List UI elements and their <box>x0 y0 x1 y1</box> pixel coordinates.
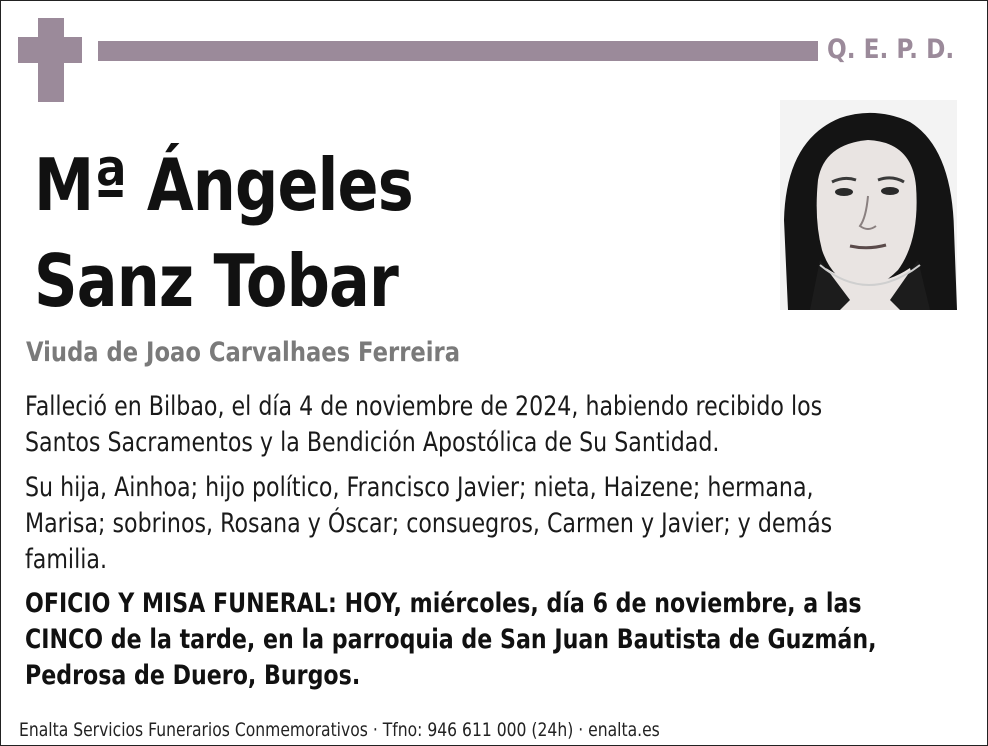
deceased-name <box>34 137 413 329</box>
paragraph-line: Marisa; sobrinos, Rosana y Óscar; consuegros, Carmen y Javier; y demás <box>25 508 833 539</box>
family-paragraph <box>25 470 832 578</box>
death-notice-paragraph <box>25 389 822 461</box>
name-line-1: Mª Ángeles <box>34 143 413 227</box>
qepd-label: Q. E. P. D. <box>827 34 955 65</box>
portrait-photo <box>780 100 957 310</box>
paragraph-line: Santos Sacramentos y la Bendición Apostólica de Su Santidad. <box>25 427 720 458</box>
widow-subtitle: Viuda de Joao Carvalhaes Ferreira <box>26 337 461 368</box>
portrait-image <box>780 100 957 310</box>
paragraph-line: OFICIO Y MISA FUNERAL: HOY, miércoles, día 6 de noviembre, a las <box>25 588 862 619</box>
paragraph-line: Falleció en Bilbao, el día 4 de noviembre de 2024, habiendo recibido los <box>25 391 823 422</box>
name-line-2: Sanz Tobar <box>34 239 398 323</box>
paragraph-line: familia. <box>25 544 107 575</box>
paragraph-line: Pedrosa de Duero, Burgos. <box>25 660 361 691</box>
paragraph-line: Su hija, Ainhoa; hijo político, Francisco Javier; nieta, Haizene; hermana, <box>25 472 814 503</box>
header-rule <box>98 41 818 61</box>
cross-horizontal-bar <box>18 37 82 63</box>
paragraph-line: CINCO de la tarde, en la parroquia de San Juan Bautista de Guzmán, <box>25 624 877 655</box>
footer-credits: Enalta Servicios Funerarios Conmemorativos · Tfno: 946 611 000 (24h) · enalta.es <box>19 719 660 741</box>
funeral-service-paragraph <box>25 586 877 694</box>
